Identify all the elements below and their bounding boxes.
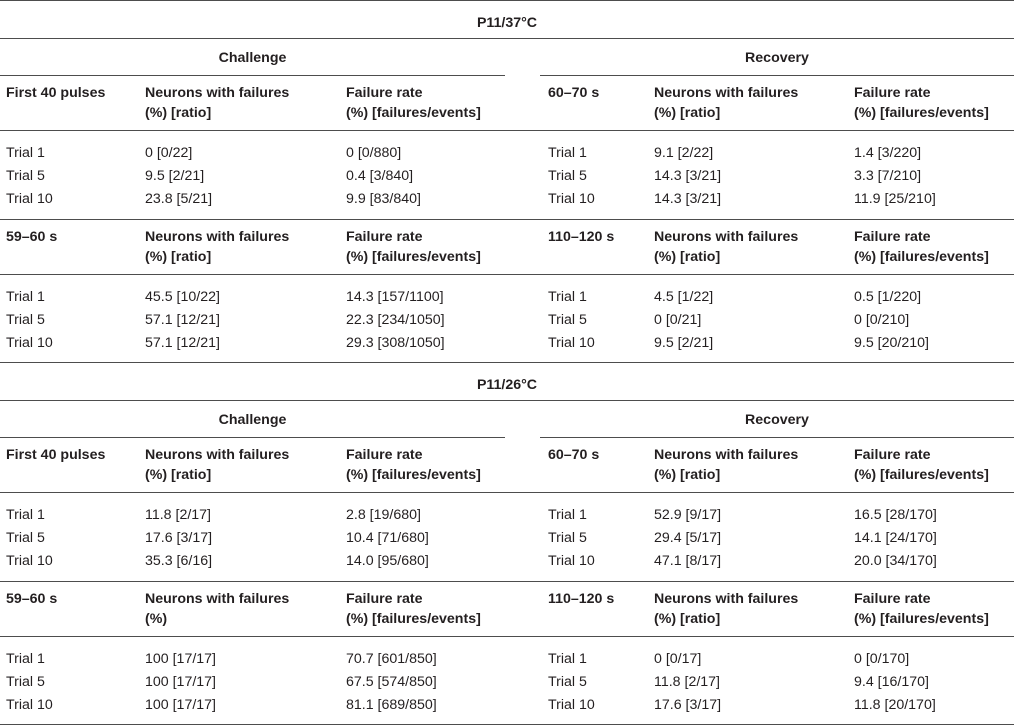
rule-line — [0, 636, 1014, 637]
challenge-trial-label: Trial 1 — [6, 651, 45, 667]
rule-line — [0, 130, 1014, 131]
recovery-neurons-value: 52.9 [9/17] — [654, 507, 722, 523]
recovery-neurons-header-sub: (%) [ratio] — [654, 105, 721, 121]
rule-line — [0, 400, 1014, 401]
rule-line — [0, 362, 1014, 363]
challenge-neurons-header-sub: (%) [ratio] — [145, 467, 212, 483]
challenge-neurons-header: Neurons with failures — [145, 85, 290, 101]
recovery-trial-label: Trial 5 — [548, 312, 587, 328]
challenge-rate-value: 70.7 [601/850] — [346, 651, 437, 667]
recovery-neurons-header: Neurons with failures — [654, 447, 799, 463]
recovery-neurons-header: Neurons with failures — [654, 229, 799, 245]
rule-line — [0, 0, 1014, 1]
recovery-rate-value: 9.4 [16/170] — [854, 674, 929, 690]
recovery-trial-label: Trial 10 — [548, 191, 595, 207]
challenge-rate-value: 81.1 [689/850] — [346, 697, 437, 713]
recovery-rate-header-sub: (%) [failures/events] — [854, 611, 989, 627]
challenge-neurons-value: 100 [17/17] — [145, 674, 216, 690]
recovery-rate-header: Failure rate — [854, 229, 931, 245]
recovery-neurons-value: 29.4 [5/17] — [654, 530, 722, 546]
challenge-neurons-value: 11.8 [2/17] — [145, 507, 211, 523]
recovery-trial-label: Trial 5 — [548, 530, 587, 546]
recovery-neurons-header-sub: (%) [ratio] — [654, 611, 721, 627]
recovery-rate-value: 0 [0/170] — [854, 651, 910, 667]
rule-line — [0, 492, 1014, 493]
recovery-rate-value: 1.4 [3/220] — [854, 145, 922, 161]
recovery-neurons-value: 9.1 [2/22] — [654, 145, 714, 161]
challenge-trial-label: Trial 1 — [6, 145, 45, 161]
challenge-label: Challenge — [218, 412, 287, 428]
challenge-rate-value: 29.3 [308/1050] — [346, 335, 445, 351]
section-title: P11/26°C — [476, 377, 538, 393]
challenge-period-header: First 40 pulses — [6, 447, 106, 463]
challenge-trial-label: Trial 5 — [6, 168, 45, 184]
challenge-neurons-value: 100 [17/17] — [145, 697, 216, 713]
recovery-trial-label: Trial 5 — [548, 674, 587, 690]
recovery-neurons-header: Neurons with failures — [654, 85, 799, 101]
challenge-neurons-header-sub: (%) — [145, 611, 168, 627]
recovery-neurons-value: 11.8 [2/17] — [654, 674, 720, 690]
challenge-rate-value: 22.3 [234/1050] — [346, 312, 445, 328]
recovery-trial-label: Trial 5 — [548, 168, 587, 184]
challenge-period-header: 59–60 s — [6, 229, 58, 245]
recovery-rate-header: Failure rate — [854, 591, 931, 607]
recovery-trial-label: Trial 1 — [548, 289, 587, 305]
challenge-trial-label: Trial 5 — [6, 312, 45, 328]
recovery-rate-value: 16.5 [28/170] — [854, 507, 937, 523]
rule-line — [0, 581, 1014, 582]
challenge-rate-value: 14.3 [157/1100] — [346, 289, 444, 305]
challenge-rate-value: 9.9 [83/840] — [346, 191, 421, 207]
challenge-trial-label: Trial 10 — [6, 191, 53, 207]
challenge-rate-header-sub: (%) [failures/events] — [346, 467, 481, 483]
recovery-neurons-value: 4.5 [1/22] — [654, 289, 714, 305]
recovery-neurons-header-sub: (%) [ratio] — [654, 467, 721, 483]
recovery-neurons-value: 0 [0/21] — [654, 312, 702, 328]
recovery-rate-value: 0.5 [1/220] — [854, 289, 922, 305]
recovery-neurons-value: 14.3 [3/21] — [654, 168, 722, 184]
challenge-trial-label: Trial 10 — [6, 335, 53, 351]
challenge-rate-value: 2.8 [19/680] — [346, 507, 421, 523]
challenge-trial-label: Trial 1 — [6, 507, 45, 523]
challenge-trial-label: Trial 10 — [6, 553, 53, 569]
recovery-neurons-value: 47.1 [8/17] — [654, 553, 722, 569]
recovery-neurons-header: Neurons with failures — [654, 591, 799, 607]
challenge-trial-label: Trial 10 — [6, 697, 53, 713]
challenge-neurons-value: 45.5 [10/22] — [145, 289, 220, 305]
recovery-trial-label: Trial 1 — [548, 651, 587, 667]
challenge-rate-value: 67.5 [574/850] — [346, 674, 437, 690]
challenge-neurons-value: 35.3 [6/16] — [145, 553, 213, 569]
recovery-rate-header: Failure rate — [854, 447, 931, 463]
recovery-trial-label: Trial 10 — [548, 697, 595, 713]
challenge-rate-header: Failure rate — [346, 229, 423, 245]
recovery-rate-header: Failure rate — [854, 85, 931, 101]
recovery-label: Recovery — [745, 412, 809, 428]
recovery-rate-header-sub: (%) [failures/events] — [854, 249, 989, 265]
challenge-neurons-header-sub: (%) [ratio] — [145, 105, 212, 121]
challenge-rate-value: 10.4 [71/680] — [346, 530, 429, 546]
rule-line — [0, 38, 1014, 39]
recovery-rate-value: 11.9 [25/210] — [854, 191, 936, 207]
recovery-rate-value: 0 [0/210] — [854, 312, 910, 328]
rule-line — [540, 437, 1014, 438]
recovery-label: Recovery — [745, 50, 809, 66]
recovery-trial-label: Trial 1 — [548, 507, 587, 523]
rule-line — [0, 219, 1014, 220]
recovery-rate-header-sub: (%) [failures/events] — [854, 467, 989, 483]
rule-line — [0, 274, 1014, 275]
challenge-neurons-header: Neurons with failures — [145, 591, 290, 607]
recovery-period-header: 110–120 s — [548, 591, 615, 607]
recovery-rate-value: 3.3 [7/210] — [854, 168, 922, 184]
challenge-neurons-value: 100 [17/17] — [145, 651, 216, 667]
recovery-period-header: 110–120 s — [548, 229, 615, 245]
challenge-neurons-header: Neurons with failures — [145, 447, 290, 463]
challenge-rate-header: Failure rate — [346, 591, 423, 607]
recovery-period-header: 60–70 s — [548, 447, 600, 463]
challenge-neurons-value: 9.5 [2/21] — [145, 168, 205, 184]
recovery-trial-label: Trial 1 — [548, 145, 587, 161]
challenge-trial-label: Trial 1 — [6, 289, 45, 305]
recovery-trial-label: Trial 10 — [548, 553, 595, 569]
challenge-rate-value: 0 [0/880] — [346, 145, 402, 161]
recovery-neurons-value: 0 [0/17] — [654, 651, 702, 667]
recovery-rate-value: 20.0 [34/170] — [854, 553, 937, 569]
recovery-rate-value: 9.5 [20/210] — [854, 335, 929, 351]
challenge-rate-header-sub: (%) [failures/events] — [346, 611, 481, 627]
rule-line — [0, 724, 1014, 725]
challenge-neurons-value: 57.1 [12/21] — [145, 312, 220, 328]
recovery-rate-value: 14.1 [24/170] — [854, 530, 937, 546]
challenge-rate-value: 14.0 [95/680] — [346, 553, 429, 569]
recovery-trial-label: Trial 10 — [548, 335, 595, 351]
recovery-rate-header-sub: (%) [failures/events] — [854, 105, 989, 121]
challenge-rate-value: 0.4 [3/840] — [346, 168, 414, 184]
rule-line — [0, 75, 505, 76]
challenge-rate-header: Failure rate — [346, 85, 423, 101]
challenge-label: Challenge — [218, 50, 287, 66]
challenge-neurons-value: 23.8 [5/21] — [145, 191, 213, 207]
challenge-neurons-header-sub: (%) [ratio] — [145, 249, 212, 265]
challenge-period-header: First 40 pulses — [6, 85, 106, 101]
recovery-neurons-value: 17.6 [3/17] — [654, 697, 722, 713]
recovery-neurons-value: 9.5 [2/21] — [654, 335, 714, 351]
challenge-neurons-value: 57.1 [12/21] — [145, 335, 220, 351]
section-title: P11/37°C — [476, 15, 538, 31]
challenge-rate-header: Failure rate — [346, 447, 423, 463]
recovery-rate-value: 11.8 [20/170] — [854, 697, 936, 713]
rule-line — [540, 75, 1014, 76]
rule-line — [0, 437, 505, 438]
challenge-trial-label: Trial 5 — [6, 530, 45, 546]
challenge-neurons-value: 17.6 [3/17] — [145, 530, 213, 546]
recovery-neurons-header-sub: (%) [ratio] — [654, 249, 721, 265]
challenge-trial-label: Trial 5 — [6, 674, 45, 690]
challenge-rate-header-sub: (%) [failures/events] — [346, 105, 481, 121]
challenge-period-header: 59–60 s — [6, 591, 58, 607]
challenge-neurons-value: 0 [0/22] — [145, 145, 193, 161]
recovery-neurons-value: 14.3 [3/21] — [654, 191, 722, 207]
challenge-neurons-header: Neurons with failures — [145, 229, 290, 245]
challenge-rate-header-sub: (%) [failures/events] — [346, 249, 481, 265]
recovery-period-header: 60–70 s — [548, 85, 600, 101]
